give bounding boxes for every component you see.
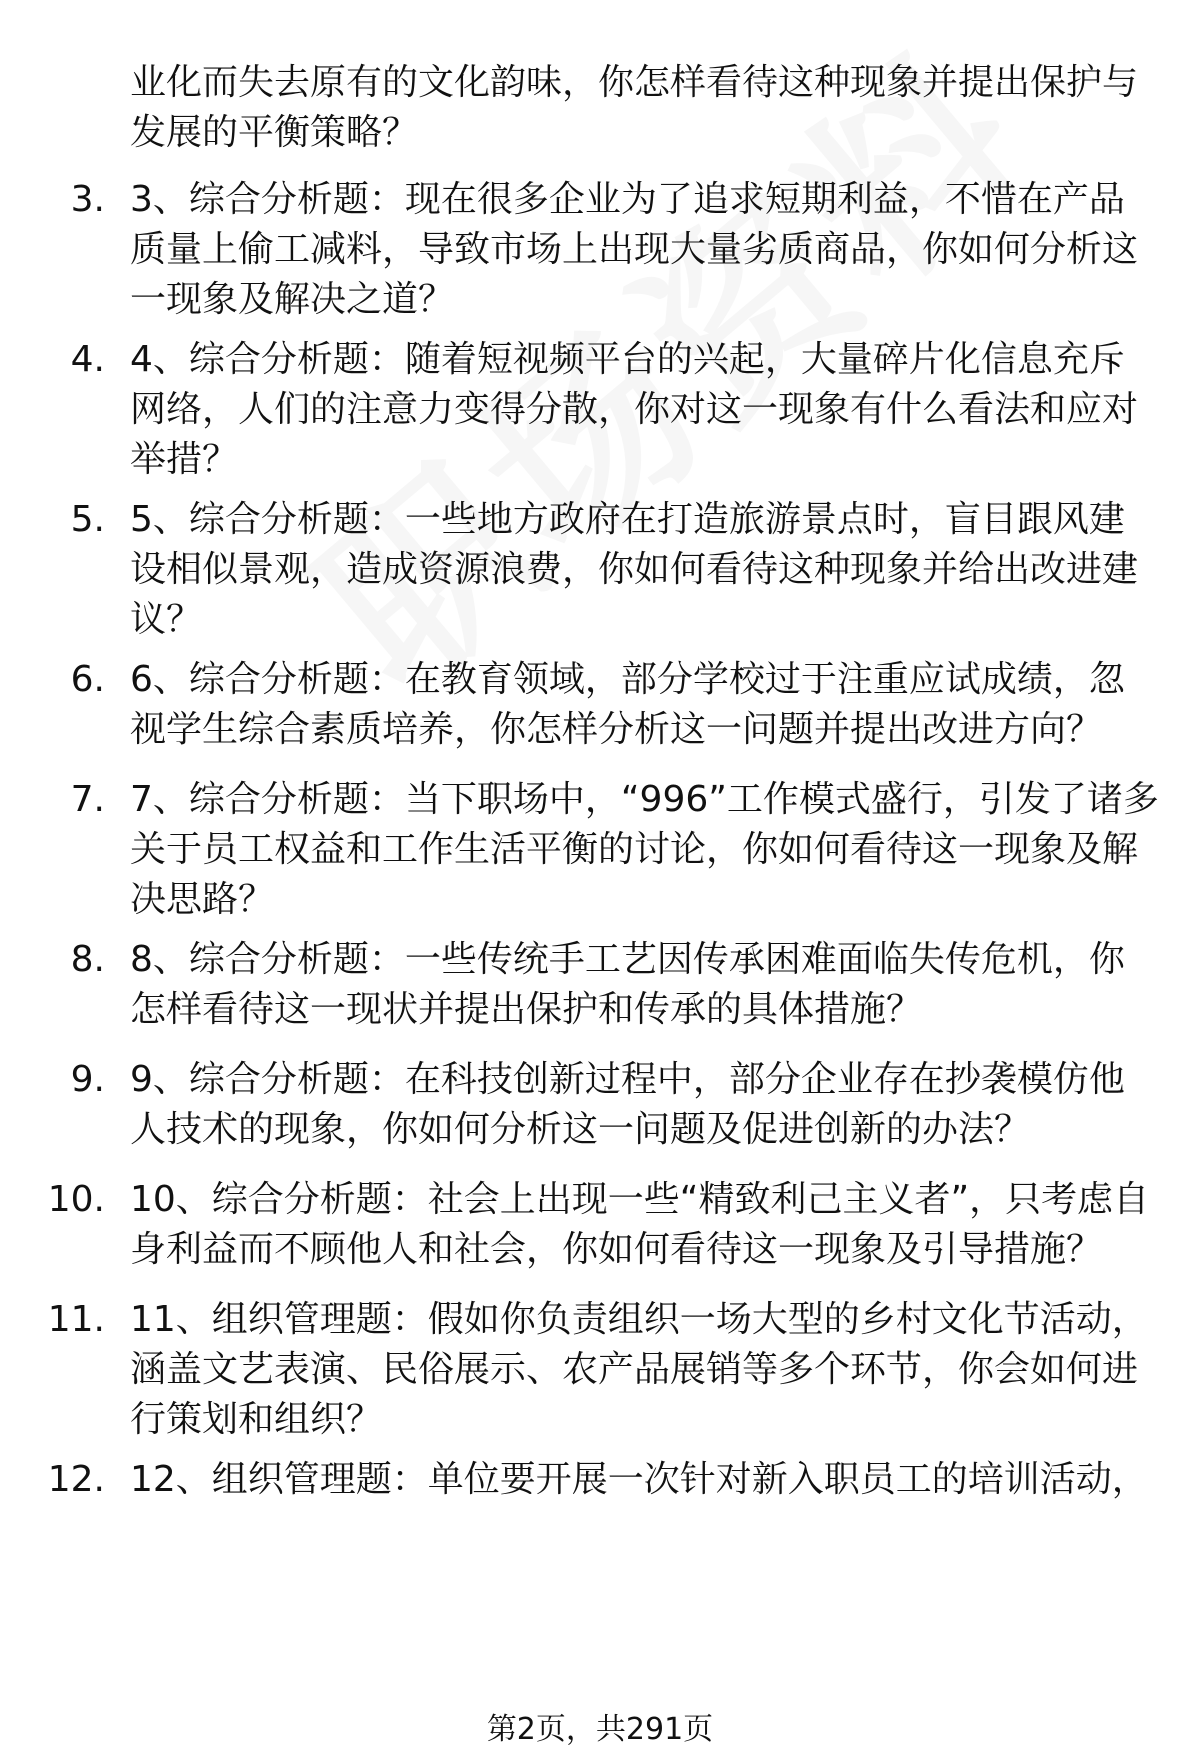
list-item-number: 4.	[70, 339, 105, 380]
list-item-text: 9、综合分析题：在科技创新过程中，部分企业存在抄袭模仿他人技术的现象，你如何分析这一问题及促进创新的办法？	[130, 1059, 1125, 1150]
list-item-text: 3、综合分析题：现在很多企业为了追求短期利益，不惜在产品质量上偷工减料，导致市场上出现大量劣质商品，你如何分析这一现象及解决之道？	[130, 179, 1139, 320]
list-item-text: 11、组织管理题：假如你负责组织一场大型的乡村文化节活动，涵盖文艺表演、民俗展示、农产品展销等多个环节，你会如何进行策划和组织？	[130, 1299, 1148, 1440]
list-item-text: 4、综合分析题：随着短视频平台的兴起，大量碎片化信息充斥网络，人们的注意力变得分散，你对这一现象有什么看法和应对举措？	[130, 339, 1139, 480]
continued-question-text: 业化而失去原有的文化韵味，你怎样看待这种现象并提出保护与发展的平衡策略？	[130, 62, 1139, 153]
list-item-text: 5、综合分析题：一些地方政府在打造旅游景点时，盲目跟风建设相似景观，造成资源浪费，你如何看待这种现象并给出改进建议？	[130, 499, 1139, 640]
list-item-text: 12、组织管理题：单位要开展一次针对新入职员工的培训活动，	[130, 1459, 1148, 1500]
list-item-number: 5.	[70, 499, 105, 540]
list-item-text: 8、综合分析题：一些传统手工艺因传承困难面临失传危机，你怎样看待这一现状并提出保护和传承的具体措施？	[130, 939, 1125, 1030]
list-item-number: 3.	[70, 179, 105, 220]
list-item-number: 11.	[47, 1299, 105, 1340]
list-item-number: 6.	[70, 659, 105, 700]
list-item-number: 8.	[70, 939, 105, 980]
list-item-number: 9.	[70, 1059, 105, 1100]
list-item-number: 12.	[47, 1459, 105, 1500]
list-item-number: 10.	[47, 1179, 105, 1220]
list-item-number: 7.	[70, 779, 105, 820]
page-footer: 第2页，共291页	[486, 1712, 714, 1747]
list-item-text: 7、综合分析题：当下职场中，“996”工作模式盛行，引发了诸多关于员工权益和工作生活平衡的讨论，你如何看待这一现象及解决思路？	[130, 779, 1159, 920]
list-item-text: 10、综合分析题：社会上出现一些“精致利己主义者”，只考虑自身利益而不顾他人和社会，你如何看待这一现象及引导措施？	[130, 1179, 1150, 1270]
list-item-text: 6、综合分析题：在教育领域，部分学校过于注重应试成绩，忽视学生综合素质培养，你怎样分析这一问题并提出改进方向？	[130, 659, 1125, 750]
